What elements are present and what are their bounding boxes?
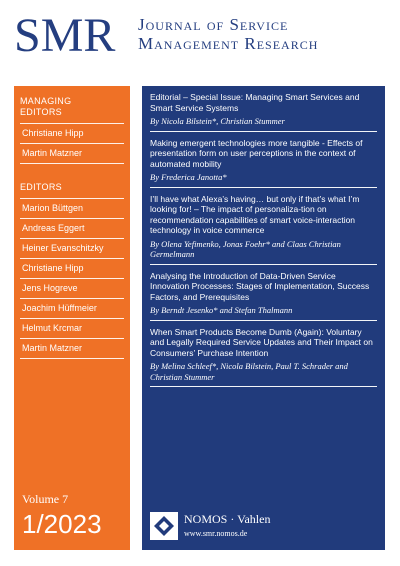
- article-title: Making emergent technologies more tangible - Effects of presentation form on user perceptions in the context of automated mobility: [150, 137, 363, 169]
- editor: Andreas Eggert: [20, 219, 124, 239]
- publisher-name: NOMOS · Vahlen: [184, 512, 271, 526]
- publisher-block: [150, 510, 380, 542]
- journal-logo: SMR: [14, 9, 116, 62]
- article-title: Editorial – Special Issue: Managing Smart Services and Smart Service Systems: [150, 92, 360, 113]
- article-entry[interactable]: [150, 321, 377, 388]
- editor: Christiane Hipp: [20, 259, 124, 279]
- article-authors: By Nicola Bilstein*, Christian Stummer: [150, 116, 285, 126]
- article-title: Analysing the Introduction of Data-Driven Service Innovation Processes: Stages of Implementation, Success Factors, and Prerequisites: [150, 270, 370, 302]
- article-title: I’ll have what Alexa’s having… but only if that’s what I’m looking for! – The impact of personaliza-tion on recommendation capabilities of smart voice-interaction technology in voice commerce: [150, 193, 360, 235]
- article-authors: By Melina Schleef*, Nicola Bilstein, Paul T. Schrader and Christian Stummer: [150, 361, 348, 382]
- article-entry[interactable]: [150, 86, 377, 132]
- issue-number: 1/2023: [22, 509, 102, 539]
- article-title: When Smart Products Become Dumb (Again): Voluntary and Legally Required Service Updates and Their Impact on Consumers’ Purchase Intention: [150, 326, 373, 358]
- contents-panel: [142, 86, 385, 550]
- editor: Helmut Krcmar: [20, 319, 124, 339]
- editor: Marion Büttgen: [20, 199, 124, 219]
- journal-title: [138, 15, 318, 53]
- managing-editor: Christiane Hipp: [20, 124, 124, 144]
- volume-label: Volume 7: [22, 492, 69, 506]
- managing-editor: Martin Matzner: [20, 144, 124, 164]
- nomos-logo-icon: [150, 512, 178, 540]
- managing-heading-line2: EDITORS: [20, 107, 62, 117]
- journal-header: [0, 0, 400, 78]
- article-entry[interactable]: [150, 132, 377, 188]
- editors-sidebar: [14, 86, 130, 550]
- article-authors: By Frederica Janotta*: [150, 172, 227, 182]
- editor: Martin Matzner: [20, 339, 124, 359]
- managing-editors-heading: [14, 96, 130, 118]
- article-authors: By Berndt Jesenko* and Stefan Thalmann: [150, 305, 293, 315]
- journal-title-line2: Management Research: [138, 34, 319, 53]
- editors-heading: EDITORS: [20, 182, 62, 192]
- editor: Jens Hogreve: [20, 279, 124, 299]
- editor: Heiner Evanschitzky: [20, 239, 124, 259]
- journal-title-line1: Journal of Service: [138, 15, 289, 34]
- article-authors: By Olena Yefimenko, Jonas Foehr* and Claas Christian Germelmann: [150, 238, 341, 259]
- article-entry[interactable]: [150, 265, 377, 321]
- article-entry[interactable]: [150, 188, 377, 265]
- divider: [20, 198, 124, 199]
- managing-heading-line1: MANAGING: [20, 96, 72, 106]
- publisher-url[interactable]: www.smr.nomos.de: [184, 529, 248, 538]
- editor: Joachim Hüffmeier: [20, 299, 124, 319]
- divider: [20, 123, 124, 124]
